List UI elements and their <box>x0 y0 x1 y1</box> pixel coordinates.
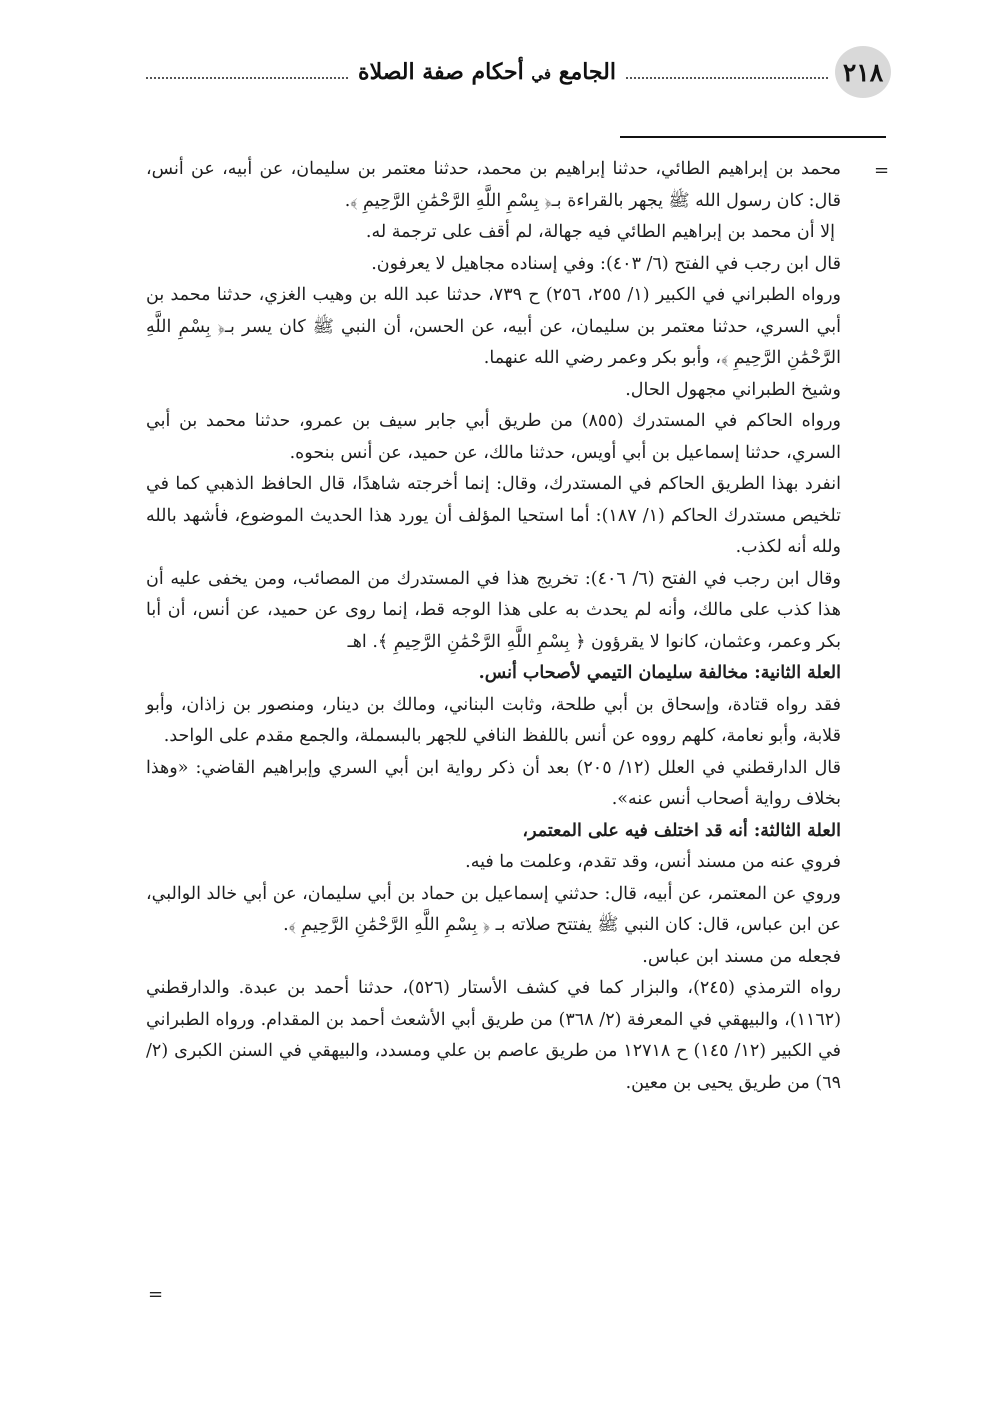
paragraph: وروي عن المعتمر، عن أبيه، قال: حدثني إسماعيل بن حماد بن أبي سليمان، عن أبي خالد الوالبي، عن ابن عباس، قال: كان النبي ﷺ يفتتح صلاته بـ ﴿ بِسْمِ اللَّهِ الرَّحْمَٰنِ الرَّحِيمِ ﴾. <box>146 883 841 935</box>
book-title-part3: أحكام صفة الصلاة <box>358 59 524 85</box>
paragraph: ورواه الحاكم في المستدرك (٨٥٥) من طريق أبي جابر سيف بن عمرو، حدثنا محمد بن أبي السري، حدثنا إسماعيل بن أبي أويس، حدثنا مالك، عن حميد، عن أنس بنحوه. <box>146 411 842 463</box>
paragraph: قال ابن رجب في الفتح (٦/ ٤٠٣): وفي إسناده مجاهيل لا يعرفون. <box>371 253 841 274</box>
section-heading: العلة الثانية: مخالفة سليمان التيمي لأصحاب أنس. <box>478 663 841 683</box>
paragraph: انفرد بهذا الطريق الحاكم في المستدرك، وقال: إنما أخرجته شاهدًا، قال الحافظ الذهبي كما في تلخيص مستدرك الحاكم (١/ ١٨٧): أما استحيا المؤلف أن يورد هذا الحديث الموضوع، فأشهد بالله ولله أنه لكذب. <box>146 474 842 557</box>
paragraph: فجعله من مسند ابن عباس. <box>642 946 841 967</box>
paragraph: وقال ابن رجب في الفتح (٦/ ٤٠٦): تخريج هذا في المستدرك من المصائب، ومن يخفى عليه أن هذا كذب على مالك، وأنه لم يحدث به على هذا الوجه قط، إنما روى عن حميد، عن أنس، أن أبا بكر وعمر، وعثمان، كانوا لا يقرؤون ﴿ بِسْمِ اللَّهِ الرَّحْمَٰنِ الرَّحِيمِ ﴾. اهـ <box>146 568 841 652</box>
continuation-mark-bottom: = <box>148 1284 164 1305</box>
page-number: ٢١٨ <box>835 46 891 98</box>
running-header <box>146 54 828 90</box>
header-dots-left <box>146 77 348 79</box>
paragraph: إلا أن محمد بن إبراهيم الطائي فيه جهالة، لم أقف على ترجمة له. <box>365 222 835 242</box>
book-title <box>348 59 626 85</box>
paragraph: وشيخ الطبراني مجهول الحال. <box>625 379 841 400</box>
paragraph: محمد بن إبراهيم الطائي، حدثنا إبراهيم بن محمد، حدثنا معتمر بن سليمان، عن أبيه، عن أنس، قال: كان رسول الله ﷺ يجهر بالقراءة بـ﴿ بِسْمِ اللَّهِ الرَّحْمَٰنِ الرَّحِيمِ ﴾. <box>146 159 841 211</box>
continuation-mark-top: = <box>874 160 890 181</box>
footnote-separator <box>620 136 886 138</box>
paragraph: فروي عنه من مسند أنس، وقد تقدم، وعلمت ما فيه. <box>465 852 841 872</box>
paragraph: ورواه الطبراني في الكبير (١/ ٢٥٥، ٢٥٦) ح ٧٣٩، حدثنا عبد الله بن وهيب الغزي، حدثنا محمد بن أبي السري، حدثنا معتمر بن سليمان، عن أبيه، عن الحسن، أن النبي ﷺ كان يسر بـ﴿ بِسْمِ اللَّهِ الرَّحْمَٰنِ الرَّحِيمِ ﴾، وأبو بكر وعمر رضي الله عنهما. <box>146 285 842 368</box>
footnote-body <box>146 154 841 1099</box>
section-heading: العلة الثالثة: أنه قد اختلف فيه على المعتمر، <box>522 820 841 841</box>
paragraph: قال الدارقطني في العلل (١٢/ ٢٠٥) بعد أن ذكر رواية ابن أبي السري وإبراهيم القاضي: «وهذا بخلاف رواية أصحاب أنس عنه». <box>146 757 841 809</box>
header-dots-right <box>626 77 828 79</box>
paragraph: رواه الترمذي (٢٤٥)، والبزار كما في كشف الأستار (٥٢٦)، حدثنا أحمد بن عبدة. والدارقطني (١١٦٢)، والبيهقي في المعرفة (٢/ ٣٦٨) من طريق أبي الأشعث أحمد بن المقدام. ورواه الطبراني في الكبير (١٢/ ١٤٥) ح ١٢٧١٨ من طريق عاصم بن علي ومسدد، والبيهقي في السنن الكبرى (٢/ ٦٩) من طريق يحيى بن معين. <box>146 978 842 1093</box>
book-title-part2: في <box>531 65 552 83</box>
book-title-part1: الجامع <box>558 59 616 85</box>
paragraph: فقد رواه قتادة، وإسحاق بن أبي طلحة، وثابت البناني، ومالك بن دينار، ومنصور بن زاذان، وأبو قلابة، وأبو نعامة، كلهم رووه عن أنس باللفظ النافي للجهر بالبسملة، والجمع مقدم على الواحد. <box>146 694 841 746</box>
